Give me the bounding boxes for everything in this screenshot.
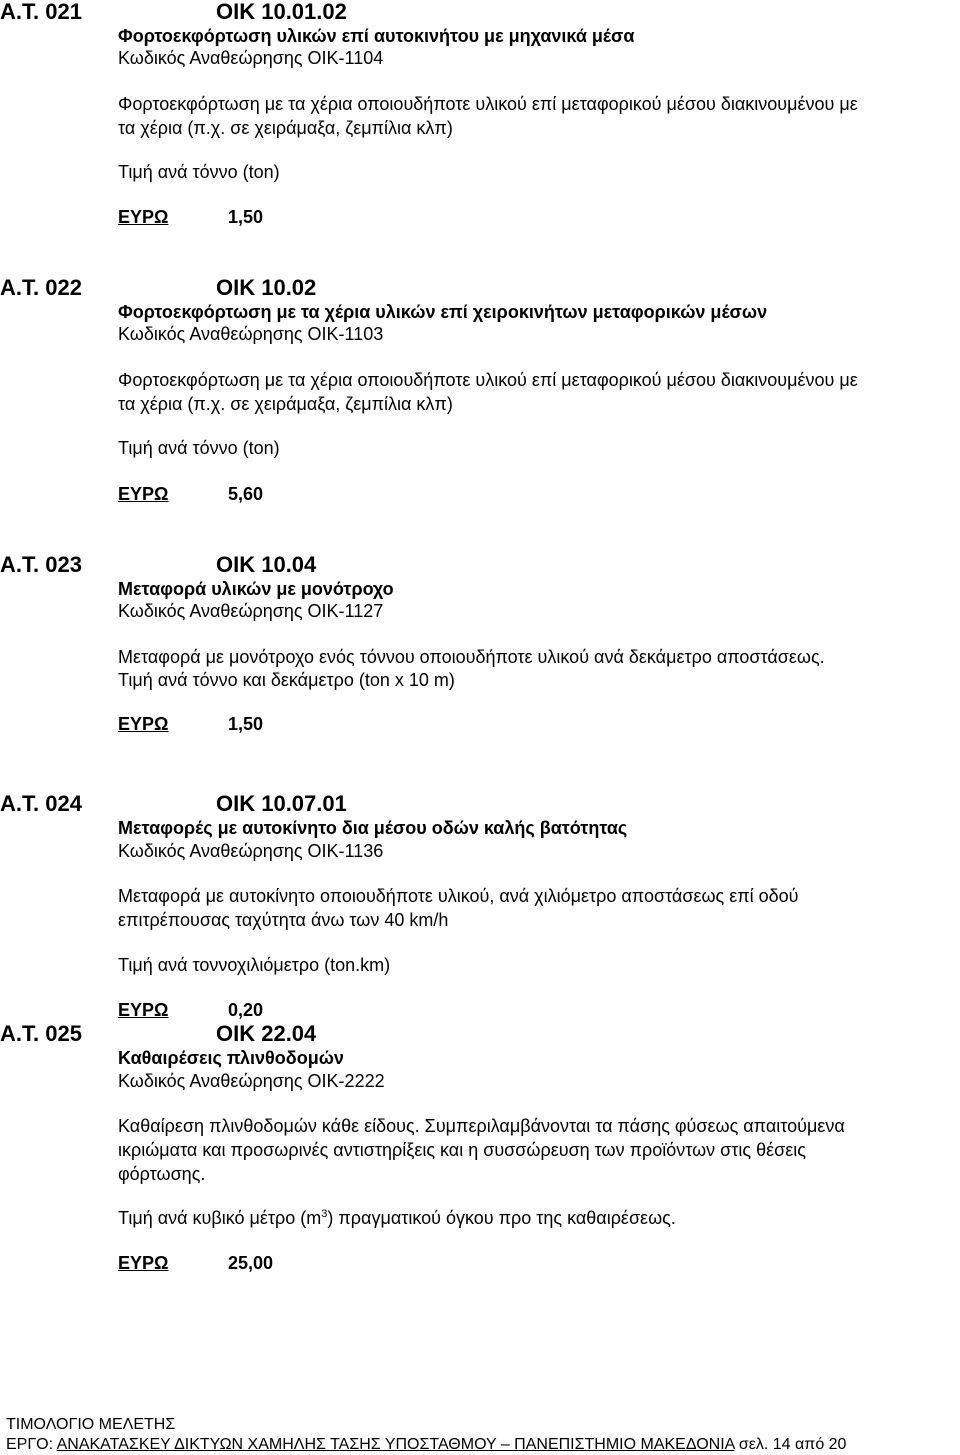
item-description bbox=[118, 1114, 954, 1186]
item-price-row bbox=[118, 998, 263, 1022]
description-line: τα χέρια (π.χ. σε χειράμαξα, ζεμπίλια κλπ) bbox=[118, 394, 453, 414]
item-description bbox=[118, 92, 954, 140]
description-line: Μεταφορά με μονότροχο ενός τόννου οποιουδήποτε υλικού ανά δεκάμετρο αποστάσεως. bbox=[118, 647, 825, 667]
item-code: Α.Τ. 021 bbox=[0, 0, 82, 24]
description-line: Φορτοεκφόρτωση με τα χέρια οποιουδήποτε υλικού επί μεταφορικού μέσου διακινουμένου με bbox=[118, 94, 858, 114]
item-oik-code: ΟΙΚ 10.04 bbox=[216, 552, 317, 577]
item-revision-code: Κωδικός Αναθεώρησης ΟΙΚ-1104 bbox=[118, 48, 384, 68]
item-unit bbox=[118, 1206, 676, 1230]
currency-label: ΕΥΡΩ bbox=[118, 1253, 169, 1273]
currency-label: ΕΥΡΩ bbox=[118, 207, 169, 227]
item-code: Α.Τ. 025 bbox=[0, 1021, 82, 1046]
item-price-row bbox=[118, 205, 263, 229]
currency-label: ΕΥΡΩ bbox=[118, 714, 169, 734]
currency-label: ΕΥΡΩ bbox=[118, 484, 169, 504]
item-oik-code: ΟΙΚ 10.07.01 bbox=[216, 791, 347, 816]
item-revision-code: Κωδικός Αναθεώρησης ΟΙΚ-1103 bbox=[118, 324, 384, 344]
description-line: επιτρέπουσας ταχύτητα άνω των 40 km/h bbox=[118, 910, 449, 930]
description-line: τα χέρια (π.χ. σε χειράμαξα, ζεμπίλια κλπ) bbox=[118, 118, 453, 138]
footer-project-line bbox=[6, 1435, 846, 1455]
item-price-row bbox=[118, 712, 263, 736]
footer-project-name: ΑΝΑΚΑΤΑΣΚΕΥ ΔΙΚΤΥΩΝ ΧΑΜΗΛΗΣ ΤΑΣΗΣ ΥΠΟΣΤΑΘΜΟΥ – ΠΑΝΕΠΙΣΤΗΜΙΟ ΜΑΚΕΔΟΝΙΑ bbox=[56, 1436, 735, 1453]
description-line: Φορτοεκφόρτωση με τα χέρια οποιουδήποτε υλικού επί μεταφορικού μέσου διακινουμένου με bbox=[118, 370, 858, 390]
description-line: φόρτωσης. bbox=[118, 1164, 206, 1184]
item-description bbox=[118, 645, 954, 669]
unit-text: Τιμή ανά κυβικό μέτρο (m bbox=[118, 1208, 322, 1228]
price-value: 1,50 bbox=[228, 714, 264, 734]
item-description bbox=[118, 368, 954, 416]
price-value: 25,00 bbox=[228, 1253, 274, 1273]
item-title: Μεταφορές με αυτοκίνητο δια μέσου οδών καλής βατότητας bbox=[118, 818, 628, 838]
item-revision-code: Κωδικός Αναθεώρησης ΟΙΚ-1127 bbox=[118, 601, 384, 621]
item-description bbox=[118, 884, 954, 932]
item-unit: Τιμή ανά τοννοχιλιόμετρο (ton.km) bbox=[118, 955, 391, 975]
item-unit: Τιμή ανά τόννο (ton) bbox=[118, 162, 280, 182]
price-value: 5,60 bbox=[228, 484, 264, 504]
item-oik-code: ΟΙΚ 22.04 bbox=[216, 1021, 317, 1046]
currency-label: ΕΥΡΩ bbox=[118, 1000, 169, 1020]
item-title: Καθαιρέσεις πλινθοδομών bbox=[118, 1048, 344, 1068]
price-value: 0,20 bbox=[228, 1000, 264, 1020]
item-unit: Τιμή ανά τόννο και δεκάμετρο (ton x 10 m) bbox=[118, 670, 455, 690]
item-oik-code: ΟΙΚ 10.02 bbox=[216, 275, 317, 300]
footer-project-prefix: ΕΡΓΟ: bbox=[6, 1436, 57, 1453]
unit-superscript: 3 bbox=[321, 1208, 328, 1220]
item-unit: Τιμή ανά τόννο (ton) bbox=[118, 438, 280, 458]
item-code: Α.Τ. 022 bbox=[0, 275, 82, 300]
item-code: Α.Τ. 023 bbox=[0, 552, 82, 577]
price-value: 1,50 bbox=[228, 207, 264, 227]
item-title: Φορτοεκφόρτωση υλικών επί αυτοκινήτου με μηχανικά μέσα bbox=[118, 26, 635, 46]
description-line: Καθαίρεση πλινθοδομών κάθε είδους. Συμπεριλαμβάνονται τα πάσης φύσεως απαιτούμενα bbox=[118, 1116, 845, 1136]
unit-text: ) πραγματικού όγκου προ της καθαιρέσεως. bbox=[327, 1208, 676, 1228]
item-title: Μεταφορά υλικών με μονότροχο bbox=[118, 579, 394, 599]
footer-page-number: σελ. 14 από 20 bbox=[734, 1436, 847, 1453]
item-revision-code: Κωδικός Αναθεώρησης ΟΙΚ-2222 bbox=[118, 1071, 385, 1091]
item-code: Α.Τ. 024 bbox=[0, 791, 82, 816]
item-revision-code: Κωδικός Αναθεώρησης ΟΙΚ-1136 bbox=[118, 841, 384, 861]
item-price-row bbox=[118, 482, 263, 506]
item-title: Φορτοεκφόρτωση με τα χέρια υλικών επί χειροκινήτων μεταφορικών μέσων bbox=[118, 302, 768, 322]
item-price-row bbox=[118, 1251, 273, 1275]
item-oik-code: ΟΙΚ 10.01.02 bbox=[216, 0, 347, 24]
description-line: Μεταφορά με αυτοκίνητο οποιουδήποτε υλικού, ανά χιλιόμετρο αποστάσεως επί οδού bbox=[118, 886, 799, 906]
description-line: ικριώματα και προσωρινές αντιστηρίξεις και η συσσώρευση των προϊόντων στις θέσεις bbox=[118, 1140, 806, 1160]
footer-title: ΤΙΜΟΛΟΓΙΟ ΜΕΛΕΤΗΣ bbox=[6, 1416, 176, 1433]
